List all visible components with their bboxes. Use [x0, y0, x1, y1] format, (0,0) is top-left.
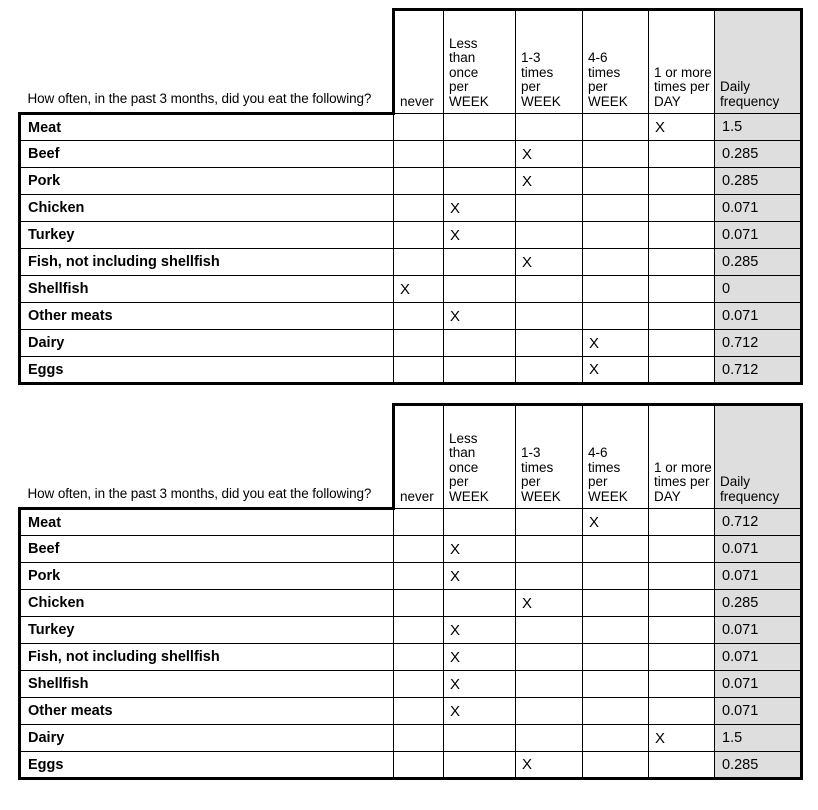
- column-header-daily-frequency: [715, 405, 802, 509]
- cell-4-6-times-per-week[interactable]: [583, 725, 649, 752]
- cell-never[interactable]: [394, 698, 444, 725]
- lt-once-week-label: [449, 37, 510, 110]
- once-or-more-day-label-line-2: DAY: [654, 93, 681, 109]
- cell-daily-frequency: 0.071: [715, 222, 802, 249]
- cell-4-6-times-per-week[interactable]: [583, 168, 649, 195]
- cell-1-3-times-per-week[interactable]: [516, 330, 583, 357]
- cell-4-6-times-per-week[interactable]: [583, 590, 649, 617]
- times-1-3-week-label-line-0: 1-3: [521, 50, 541, 65]
- cell-4-6-times-per-week[interactable]: [583, 617, 649, 644]
- cell-daily-frequency: 0.071: [715, 617, 802, 644]
- cell-1-or-more-times-per-day[interactable]: [649, 141, 715, 168]
- cell-never[interactable]: [394, 671, 444, 698]
- column-header-1-or-more-times-per-day: [649, 405, 715, 509]
- table-row: [20, 330, 802, 357]
- cell-less-than-once-per-week[interactable]: [444, 590, 516, 617]
- cell-daily-frequency: 0.071: [715, 195, 802, 222]
- table-row: [20, 114, 802, 141]
- cell-never[interactable]: [394, 509, 444, 536]
- lt-once-week-label: [449, 432, 510, 505]
- cell-1-3-times-per-week[interactable]: [516, 617, 583, 644]
- cell-daily-frequency: 0.712: [715, 330, 802, 357]
- cell-1-or-more-times-per-day[interactable]: [649, 276, 715, 303]
- cell-4-6-times-per-week[interactable]: [583, 195, 649, 222]
- times-4-6-week-label-line-0: 4-6: [588, 50, 608, 65]
- cell-1-or-more-times-per-day[interactable]: X: [649, 725, 715, 752]
- cell-less-than-once-per-week[interactable]: X: [444, 222, 516, 249]
- times-4-6-week-label: [588, 446, 643, 504]
- once-or-more-day-label-line-1: times per: [654, 474, 710, 489]
- food-item-label: Chicken: [20, 195, 394, 222]
- cell-1-3-times-per-week[interactable]: [516, 222, 583, 249]
- cell-never[interactable]: [394, 617, 444, 644]
- food-item-label: Fish, not including shellfish: [20, 644, 394, 671]
- lt-once-week-label-line-3: per: [449, 79, 469, 94]
- table-row: [20, 276, 802, 303]
- food-item-label: Turkey: [20, 222, 394, 249]
- food-item-label: Other meats: [20, 698, 394, 725]
- cell-never[interactable]: [394, 114, 444, 141]
- cell-never[interactable]: [394, 644, 444, 671]
- cell-4-6-times-per-week[interactable]: [583, 644, 649, 671]
- once-or-more-day-label: [654, 64, 712, 110]
- table-row: [20, 698, 802, 725]
- column-header-4-6-times-per-week: [583, 405, 649, 509]
- table-row: [20, 644, 802, 671]
- cell-1-or-more-times-per-day[interactable]: [649, 168, 715, 195]
- daily-frequency-label: [720, 80, 795, 109]
- cell-4-6-times-per-week[interactable]: [583, 114, 649, 141]
- table-row: [20, 617, 802, 644]
- cell-1-or-more-times-per-day[interactable]: X: [649, 114, 715, 141]
- survey-table-2-block: [0, 403, 818, 780]
- never-label: [400, 95, 438, 110]
- cell-daily-frequency: 0.712: [715, 509, 802, 536]
- cell-never[interactable]: [394, 330, 444, 357]
- lt-once-week-label-line-2: once: [449, 459, 479, 475]
- cell-1-or-more-times-per-day[interactable]: [649, 536, 715, 563]
- times-4-6-week-label: [588, 51, 643, 109]
- never-label: [400, 490, 438, 505]
- times-1-3-week-label-line-3: WEEK: [521, 93, 561, 109]
- cell-1-or-more-times-per-day[interactable]: [649, 357, 715, 384]
- daily-frequency-label: [720, 475, 795, 504]
- food-item-label: Chicken: [20, 590, 394, 617]
- cell-1-or-more-times-per-day[interactable]: [649, 671, 715, 698]
- cell-daily-frequency: 0.071: [715, 644, 802, 671]
- column-header-1-3-times-per-week: [516, 10, 583, 114]
- times-1-3-week-label-line-0: 1-3: [521, 445, 541, 460]
- food-item-label: Shellfish: [20, 671, 394, 698]
- cell-1-3-times-per-week[interactable]: [516, 357, 583, 384]
- cell-less-than-once-per-week[interactable]: X: [444, 671, 516, 698]
- cell-1-or-more-times-per-day[interactable]: [649, 617, 715, 644]
- times-4-6-week-label-line-2: per: [588, 474, 608, 489]
- table-body: [20, 509, 802, 779]
- cell-never[interactable]: [394, 249, 444, 276]
- cell-daily-frequency: 0.285: [715, 141, 802, 168]
- cell-never[interactable]: [394, 303, 444, 330]
- food-item-label: Meat: [20, 114, 394, 141]
- table-row: [20, 222, 802, 249]
- times-4-6-week-label-line-1: times: [588, 459, 621, 475]
- once-or-more-day-label: [654, 459, 712, 505]
- cell-less-than-once-per-week[interactable]: X: [444, 536, 516, 563]
- cell-less-than-once-per-week[interactable]: X: [444, 563, 516, 590]
- once-or-more-day-label-line-2: DAY: [654, 488, 681, 504]
- once-or-more-day-label-line-0: 1 or more: [654, 459, 712, 475]
- cell-less-than-once-per-week[interactable]: [444, 725, 516, 752]
- cell-never[interactable]: [394, 357, 444, 384]
- cell-4-6-times-per-week[interactable]: [583, 536, 649, 563]
- cell-never[interactable]: [394, 222, 444, 249]
- times-1-3-week-label-line-1: times: [521, 459, 554, 475]
- column-header-4-6-times-per-week: [583, 10, 649, 114]
- times-1-3-week-label: [521, 446, 577, 504]
- cell-1-3-times-per-week[interactable]: [516, 195, 583, 222]
- cell-4-6-times-per-week[interactable]: [583, 752, 649, 779]
- cell-1-or-more-times-per-day[interactable]: [649, 249, 715, 276]
- cell-daily-frequency: 0.285: [715, 249, 802, 276]
- cell-never[interactable]: [394, 752, 444, 779]
- cell-1-3-times-per-week[interactable]: [516, 644, 583, 671]
- cell-1-or-more-times-per-day[interactable]: [649, 195, 715, 222]
- cell-4-6-times-per-week[interactable]: [583, 671, 649, 698]
- times-4-6-week-label-line-0: 4-6: [588, 445, 608, 460]
- table-row: [20, 168, 802, 195]
- food-item-label: Eggs: [20, 357, 394, 384]
- cell-1-or-more-times-per-day[interactable]: [649, 644, 715, 671]
- lt-once-week-label-line-2: once: [449, 64, 479, 80]
- cell-1-3-times-per-week[interactable]: X: [516, 249, 583, 276]
- cell-less-than-once-per-week[interactable]: [444, 114, 516, 141]
- cell-1-3-times-per-week[interactable]: [516, 114, 583, 141]
- food-item-label: Meat: [20, 509, 394, 536]
- cell-1-or-more-times-per-day[interactable]: [649, 752, 715, 779]
- table-row: [20, 249, 802, 276]
- times-1-3-week-label-line-3: WEEK: [521, 488, 561, 504]
- daily-frequency-label-line-0: Daily: [720, 474, 751, 489]
- lt-once-week-label-line-3: per: [449, 474, 469, 489]
- cell-less-than-once-per-week[interactable]: X: [444, 698, 516, 725]
- cell-daily-frequency: 0.071: [715, 671, 802, 698]
- never-label-line-0: never: [400, 93, 434, 109]
- never-label-line-0: never: [400, 488, 434, 504]
- times-4-6-week-label-line-3: WEEK: [588, 93, 628, 109]
- column-header-never: [394, 405, 444, 509]
- survey-table: [18, 403, 803, 780]
- cell-4-6-times-per-week[interactable]: [583, 141, 649, 168]
- table-header-row: [20, 405, 802, 509]
- cell-1-3-times-per-week[interactable]: [516, 563, 583, 590]
- food-item-label: Beef: [20, 141, 394, 168]
- cell-daily-frequency: 0.285: [715, 752, 802, 779]
- cell-1-or-more-times-per-day[interactable]: [649, 303, 715, 330]
- cell-4-6-times-per-week[interactable]: [583, 276, 649, 303]
- cell-never[interactable]: [394, 141, 444, 168]
- survey-table: [18, 8, 803, 385]
- cell-daily-frequency: 0.071: [715, 536, 802, 563]
- column-header-never: [394, 10, 444, 114]
- cell-daily-frequency: 0: [715, 276, 802, 303]
- column-header-less-than-once-per-week: [444, 405, 516, 509]
- lt-once-week-label-line-0: Less: [449, 35, 478, 51]
- cell-1-3-times-per-week[interactable]: [516, 276, 583, 303]
- table-body: [20, 114, 802, 384]
- cell-4-6-times-per-week[interactable]: [583, 222, 649, 249]
- table-row: [20, 752, 802, 779]
- cell-never[interactable]: [394, 168, 444, 195]
- cell-1-or-more-times-per-day[interactable]: [649, 590, 715, 617]
- cell-never[interactable]: [394, 590, 444, 617]
- cell-4-6-times-per-week[interactable]: [583, 563, 649, 590]
- cell-less-than-once-per-week[interactable]: [444, 249, 516, 276]
- cell-1-3-times-per-week[interactable]: [516, 303, 583, 330]
- cell-1-or-more-times-per-day[interactable]: [649, 698, 715, 725]
- cell-1-3-times-per-week[interactable]: X: [516, 752, 583, 779]
- times-4-6-week-label-line-3: WEEK: [588, 488, 628, 504]
- table-row: [20, 563, 802, 590]
- cell-1-3-times-per-week[interactable]: [516, 671, 583, 698]
- food-item-label: Shellfish: [20, 276, 394, 303]
- cell-less-than-once-per-week[interactable]: [444, 168, 516, 195]
- cell-1-3-times-per-week[interactable]: X: [516, 590, 583, 617]
- food-item-label: Dairy: [20, 725, 394, 752]
- cell-less-than-once-per-week[interactable]: [444, 330, 516, 357]
- column-header-daily-frequency: [715, 10, 802, 114]
- table-row: [20, 357, 802, 384]
- cell-1-3-times-per-week[interactable]: X: [516, 141, 583, 168]
- column-header-less-than-once-per-week: [444, 10, 516, 114]
- table-row: [20, 303, 802, 330]
- food-item-label: Pork: [20, 563, 394, 590]
- cell-1-3-times-per-week[interactable]: X: [516, 168, 583, 195]
- food-item-label: Eggs: [20, 752, 394, 779]
- food-item-label: Pork: [20, 168, 394, 195]
- cell-4-6-times-per-week[interactable]: [583, 249, 649, 276]
- food-item-label: Turkey: [20, 617, 394, 644]
- column-header-1-or-more-times-per-day: [649, 10, 715, 114]
- cell-1-or-more-times-per-day[interactable]: [649, 222, 715, 249]
- table-row: [20, 141, 802, 168]
- times-1-3-week-label-line-1: times: [521, 64, 554, 80]
- cell-daily-frequency: 0.712: [715, 357, 802, 384]
- cell-less-than-once-per-week[interactable]: X: [444, 303, 516, 330]
- table-row: [20, 590, 802, 617]
- cell-less-than-once-per-week[interactable]: [444, 357, 516, 384]
- cell-4-6-times-per-week[interactable]: X: [583, 330, 649, 357]
- cell-less-than-once-per-week[interactable]: X: [444, 644, 516, 671]
- daily-frequency-label-line-0: Daily: [720, 79, 751, 94]
- food-item-label: Other meats: [20, 303, 394, 330]
- times-1-3-week-label: [521, 51, 577, 109]
- cell-1-3-times-per-week[interactable]: [516, 725, 583, 752]
- times-4-6-week-label-line-1: times: [588, 64, 621, 80]
- daily-frequency-label-line-1: frequency: [720, 488, 780, 504]
- table-row: [20, 195, 802, 222]
- cell-less-than-once-per-week[interactable]: [444, 276, 516, 303]
- cell-never[interactable]: [394, 563, 444, 590]
- food-item-label: Dairy: [20, 330, 394, 357]
- cell-1-3-times-per-week[interactable]: [516, 536, 583, 563]
- cell-1-3-times-per-week[interactable]: [516, 509, 583, 536]
- cell-1-3-times-per-week[interactable]: [516, 698, 583, 725]
- cell-4-6-times-per-week[interactable]: [583, 303, 649, 330]
- cell-1-or-more-times-per-day[interactable]: [649, 563, 715, 590]
- table-row: [20, 536, 802, 563]
- question-header: How often, in the past 3 months, did you eat the following?: [20, 10, 394, 114]
- table-row: [20, 509, 802, 536]
- once-or-more-day-label-line-1: times per: [654, 79, 710, 94]
- table-header-row: [20, 10, 802, 114]
- column-header-1-3-times-per-week: [516, 405, 583, 509]
- cell-never[interactable]: X: [394, 276, 444, 303]
- cell-daily-frequency: 1.5: [715, 725, 802, 752]
- lt-once-week-label-line-1: than: [449, 50, 476, 65]
- cell-1-or-more-times-per-day[interactable]: [649, 509, 715, 536]
- cell-1-or-more-times-per-day[interactable]: [649, 330, 715, 357]
- food-item-label: Beef: [20, 536, 394, 563]
- cell-less-than-once-per-week[interactable]: [444, 509, 516, 536]
- cell-daily-frequency: 1.5: [715, 114, 802, 141]
- cell-daily-frequency: 0.071: [715, 303, 802, 330]
- cell-daily-frequency: 0.071: [715, 563, 802, 590]
- food-item-label: Fish, not including shellfish: [20, 249, 394, 276]
- lt-once-week-label-line-1: than: [449, 445, 476, 460]
- cell-never[interactable]: [394, 195, 444, 222]
- daily-frequency-label-line-1: frequency: [720, 93, 780, 109]
- table-row: [20, 671, 802, 698]
- cell-4-6-times-per-week[interactable]: [583, 698, 649, 725]
- cell-less-than-once-per-week[interactable]: [444, 141, 516, 168]
- cell-never[interactable]: [394, 725, 444, 752]
- cell-daily-frequency: 0.071: [715, 698, 802, 725]
- once-or-more-day-label-line-0: 1 or more: [654, 64, 712, 80]
- cell-daily-frequency: 0.285: [715, 168, 802, 195]
- cell-daily-frequency: 0.285: [715, 590, 802, 617]
- cell-less-than-once-per-week[interactable]: [444, 752, 516, 779]
- survey-table-1-block: [0, 8, 818, 385]
- lt-once-week-label-line-0: Less: [449, 430, 478, 446]
- times-1-3-week-label-line-2: per: [521, 79, 541, 94]
- lt-once-week-label-line-4: WEEK: [449, 488, 489, 504]
- table-row: [20, 725, 802, 752]
- question-header: How often, in the past 3 months, did you eat the following?: [20, 405, 394, 509]
- lt-once-week-label-line-4: WEEK: [449, 93, 489, 109]
- times-1-3-week-label-line-2: per: [521, 474, 541, 489]
- cell-4-6-times-per-week[interactable]: X: [583, 357, 649, 384]
- cell-never[interactable]: [394, 536, 444, 563]
- cell-less-than-once-per-week[interactable]: X: [444, 195, 516, 222]
- times-4-6-week-label-line-2: per: [588, 79, 608, 94]
- cell-less-than-once-per-week[interactable]: X: [444, 617, 516, 644]
- cell-4-6-times-per-week[interactable]: X: [583, 509, 649, 536]
